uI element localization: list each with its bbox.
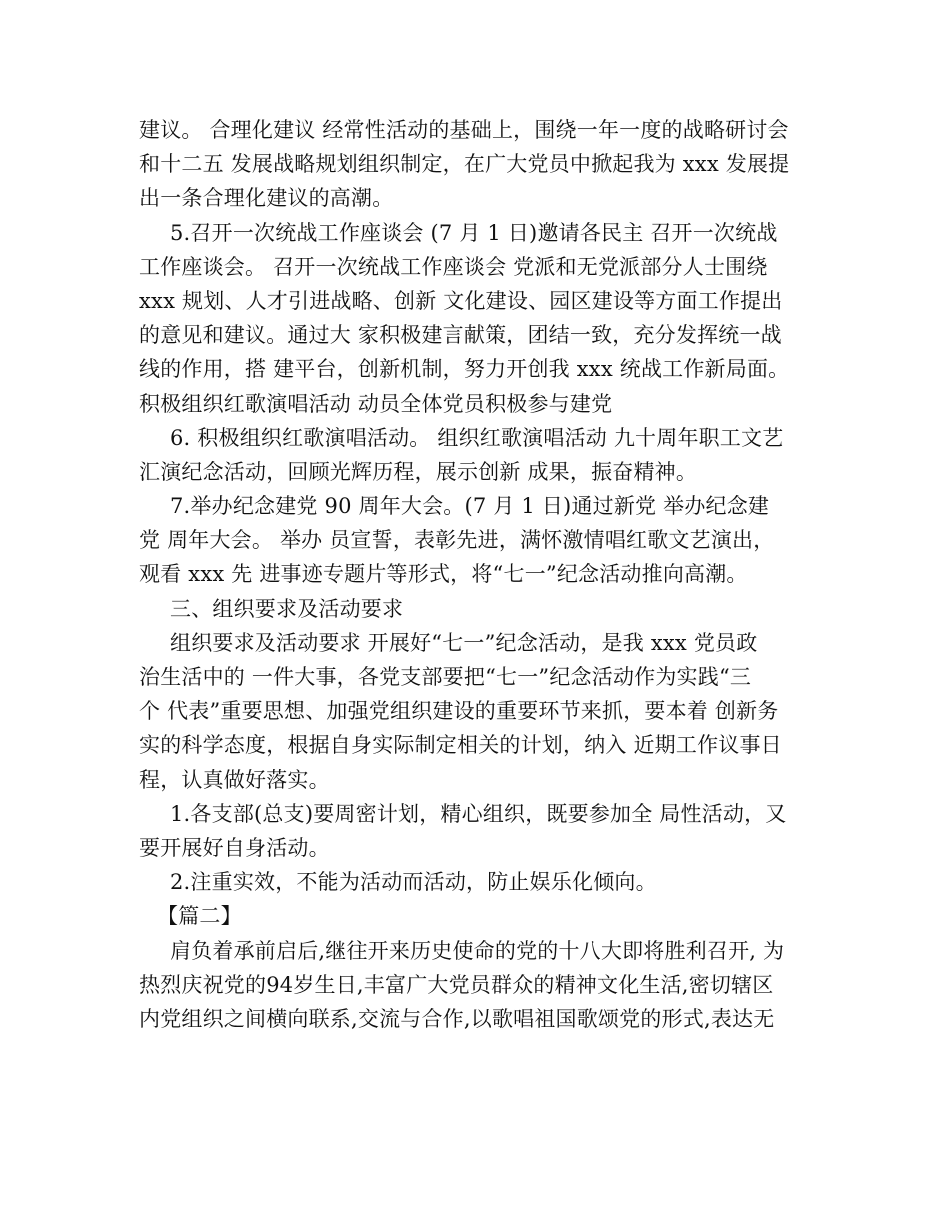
text-line: 三、组织要求及活动要求: [170, 596, 404, 621]
section-heading: 【篇二】: [157, 904, 242, 929]
text-line: 程，认真做好落实。: [139, 767, 330, 792]
text-line: 内党组织之间横向联系,交流与合作,以歌唱祖国歌颂党的形式,表达无: [139, 1006, 775, 1031]
text-line: 和十二五 发展战略规划组织制定，在广大党员中掀起我为 xxx 发展提: [139, 152, 790, 177]
text-line: 热烈庆祝党的94岁生日,丰富广大党员群众的精神文化生活,密切辖区: [139, 972, 774, 997]
text-line: 观看 xxx 先 进事迹专题片等形式，将“七一”纪念活动推向高潮。: [139, 562, 748, 587]
text-line: 的意见和建议。通过大 家积极建言献策，团结一致，充分发挥统一战: [139, 323, 782, 348]
text-line: 个 代表”重要思想、加强党组织建设的重要环节来抓，要本着 创新务: [139, 699, 779, 724]
text-line: 1.各支部(总支)要周密计划，精心组织，既要参加全 局性活动，又: [170, 801, 787, 826]
text-line: 2.注重实效，不能为活动而活动，防止娱乐化倾向。: [170, 870, 657, 895]
text-line: 积极组织红歌演唱活动 动员全体党员积极参与建党: [139, 391, 613, 416]
text-line: 出一条合理化建议的高潮。: [139, 186, 394, 211]
text-line: 建议。 合理化建议 经常性活动的基础上，围绕一年一度的战略研讨会: [139, 118, 789, 142]
text-line: 组织要求及活动要求 开展好“七一”纪念活动，是我 xxx 党员政: [170, 630, 758, 655]
text-line: 党 周年大会。 举办 员宣誓，表彰先进，满怀激情唱红歌文艺演出，: [139, 528, 775, 553]
text-line: xxx 规划、人才引进战略、创新 文化建设、园区建设等方面工作提出: [139, 288, 783, 313]
document-body: [139, 113, 819, 1036]
text-line: 5.召开一次统战工作座谈会 (7 月 1 日)邀请各民主 召开一次统战: [170, 220, 778, 245]
text-line: 实的科学态度，根据自身实际制定相关的计划，纳入 近期工作议事日: [139, 733, 782, 758]
text-line: 线的作用，搭 建平台，创新机制，努力开创我 xxx 统战工作新局面。: [139, 357, 790, 382]
text-line: 肩负着承前启后,继往开来历史使命的党的十八大即将胜利召开, 为: [170, 938, 785, 963]
text-line: 工作座谈会。 召开一次统战工作座谈会 党派和无党派部分人士围绕: [139, 254, 768, 279]
text-line: 要开展好自身活动。: [139, 835, 330, 860]
text-line: 6. 积极组织红歌演唱活动。 组织红歌演唱活动 九十周年职工文艺: [170, 425, 784, 450]
text-line: 治生活中的 一件大事，各党支部要把“七一”纪念活动作为实践“三: [139, 665, 752, 689]
text-line: 汇演纪念活动，回顾光辉历程，展示创新 成果，振奋精神。: [139, 459, 698, 484]
text-line: 7.举办纪念建党 90 周年大会。(7 月 1 日)通过新党 举办纪念建: [170, 494, 770, 519]
